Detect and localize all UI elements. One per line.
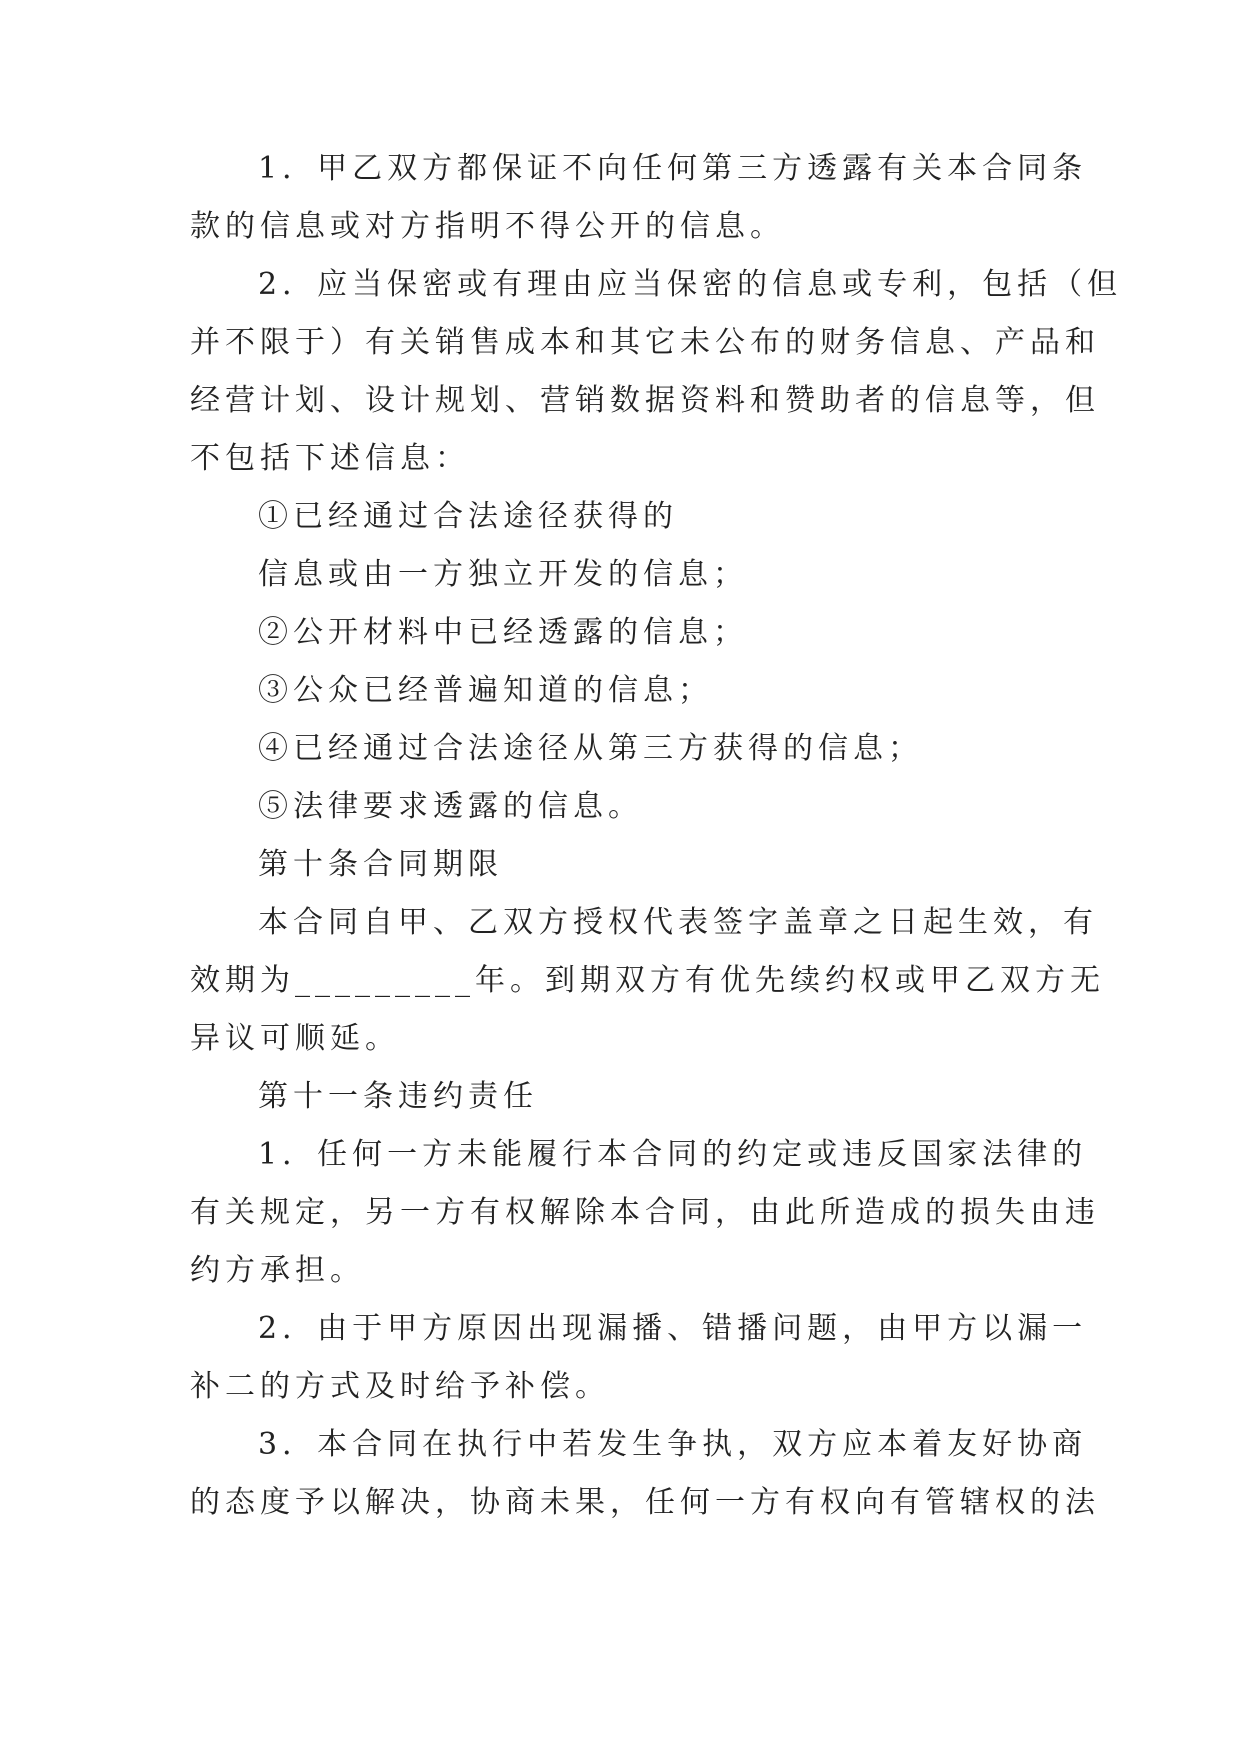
clause-9-item-2-line-3: 经营计划、设计规划、营销数据资料和赞助者的信息等，但	[190, 383, 1100, 418]
exclusion-5: ⑤法律要求透露的信息。	[258, 789, 643, 824]
clause-11-item-2-line-2: 补二的方式及时给予补偿。	[190, 1369, 610, 1404]
clause-10-line-2: 效期为_________年。到期双方有优先续约权或甲乙双方无	[190, 963, 1105, 998]
exclusion-1-line-1: ①已经通过合法途径获得的	[258, 499, 678, 534]
exclusion-4: ④已经通过合法途径从第三方获得的信息；	[258, 731, 923, 766]
clause-11-item-2-line-1: 2．由于甲方原因出现漏播、错播问题，由甲方以漏一	[258, 1311, 1088, 1346]
clause-11-item-1-line-3: 约方承担。	[190, 1253, 365, 1288]
clause-10-line-1: 本合同自甲、乙双方授权代表签字盖章之日起生效，有	[258, 905, 1098, 940]
exclusion-2: ②公开材料中已经透露的信息；	[258, 615, 748, 650]
clause-11-heading: 第十一条违约责任	[258, 1079, 538, 1114]
clause-11-item-1-line-2: 有关规定，另一方有权解除本合同，由此所造成的损失由违	[190, 1195, 1100, 1230]
clause-9-item-2-line-2: 并不限于）有关销售成本和其它未公布的财务信息、产品和	[190, 325, 1100, 360]
clause-11-item-3-line-1: 3．本合同在执行中若发生争执，双方应本着友好协商	[258, 1427, 1088, 1462]
exclusion-1-line-2: 信息或由一方独立开发的信息；	[258, 557, 748, 592]
exclusion-3: ③公众已经普遍知道的信息；	[258, 673, 713, 708]
clause-9-item-1-line-1: 1．甲乙双方都保证不向任何第三方透露有关本合同条	[258, 151, 1088, 186]
clause-11-item-3-line-2: 的态度予以解决，协商未果，任何一方有权向有管辖权的法	[190, 1485, 1100, 1520]
clause-11-item-1-line-1: 1．任何一方未能履行本合同的约定或违反国家法律的	[258, 1137, 1088, 1172]
clause-9-item-2-line-4: 不包括下述信息：	[190, 441, 470, 476]
clause-9-item-2-line-1: 2．应当保密或有理由应当保密的信息或专利，包括（但	[258, 267, 1123, 302]
clause-10-heading: 第十条合同期限	[258, 847, 503, 882]
clause-9-item-1-line-2: 款的信息或对方指明不得公开的信息。	[190, 209, 785, 244]
clause-10-line-3: 异议可顺延。	[190, 1021, 400, 1056]
